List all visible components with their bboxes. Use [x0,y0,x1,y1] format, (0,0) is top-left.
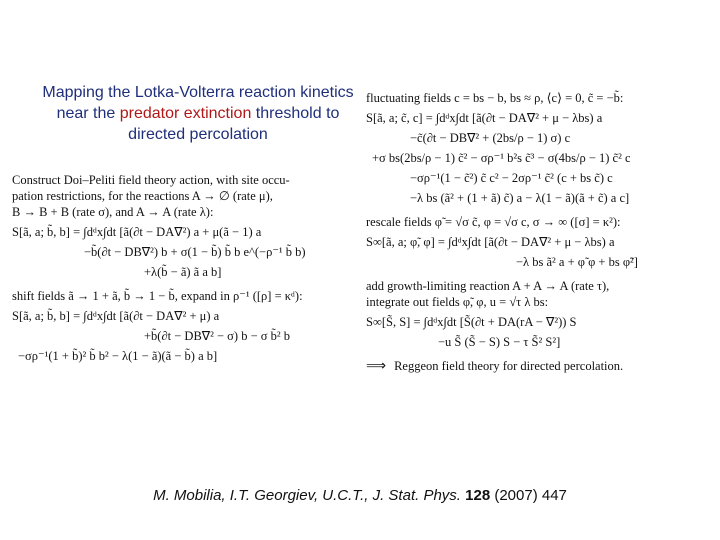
citation-year-pages: (2007) 447 [490,487,567,504]
eq3-line-2: −c̃(∂t − DB∇² + (2bs/ρ − 1) σ) c [410,131,571,145]
eq5-line-2: −u S̃ (S̃ − S) S − τ S̃² S²] [438,335,561,349]
eq2-line-2: +b̃(∂t − DB∇² − σ) b − σ b̃² b [144,329,290,343]
growth-text-1: add growth-limiting reaction A + A → A (rate τ), [366,279,610,293]
action-equation-1 [12,222,352,282]
eq3-line-4: −σρ⁻¹(1 − c̃²) c̃ c² − 2σρ⁻¹ c̃² (c + bs c̃) c [410,171,613,185]
eq3-line-5: −λ bs (ã² + (1 + ã) c̃) a − λ(1 − ã)(ã + c̃) a c] [410,191,630,205]
eq5-line-1: S∞[S̃, S] = ∫dᵈx∫dt [S̃(∂t + DA(rA − ∇²)) S [366,315,577,329]
citation-footer [0,487,720,504]
left-column [12,172,352,372]
eq3-line-1: S[ã, a; c̃, c] = ∫dᵈx∫dt [ã(∂t − DA∇² + μ − λbs) a [366,111,603,125]
intro-line-3: B → B + B (rate σ), and A → A (rate λ): [12,205,214,219]
growth-text-2: integrate out fields φ̃, φ, u = √τ λ bs: [366,295,549,309]
action-equation-2 [12,306,352,366]
citation-authors: M. Mobilia, I.T. Georgiev, U.C.T., J. Stat. Phys. [153,487,466,504]
eq4-line-1: S∞[ã, a; φ̃, φ] = ∫dᵈx∫dt [ã(∂t − DA∇² + μ − λbs) a [366,235,615,249]
action-equation-4 [366,232,716,272]
eq1-line-2: −b̃(∂t − DB∇²) b + σ(1 − b̃) b̃ b e^(−ρ⁻¹ b̃ b) [84,245,306,259]
conclusion-text: Reggeon field theory for directed percolation. [394,359,624,373]
conclusion-line [366,358,716,375]
slide-title [38,82,358,145]
eq4-line-2: −λ bs ã² a + φ̃ φ + bs φ̃²] [516,255,638,269]
action-equation-5 [366,312,716,352]
action-equation-3 [366,108,716,208]
intro-line-1: Construct Doi–Peliti field theory action, with site occu- [12,173,290,187]
eq1-line-3: +λ(b̃ − ã) ã a b] [144,265,222,279]
intro-line-2: pation restrictions, for the reactions A → ∅ (rate μ), [12,189,273,203]
citation-volume: 128 [465,487,491,504]
right-column [366,90,716,375]
implies-arrow: ⟹ [366,359,387,374]
eq3-line-3: +σ bs(2bs/ρ − 1) c̃² − σρ⁻¹ b²s c̃³ − σ(4bs/ρ − 1) c̃² c [372,151,631,165]
title-part-1: Mapping the Lotka-Volterra reaction kinetics near the [42,84,354,122]
eq1-line-1: S[ã, a; b̃, b] = ∫dᵈx∫dt [ã(∂t − DA∇²) a + μ(ã − 1) a [12,225,262,239]
eq2-line-3: −σρ⁻¹(1 + b̃)² b̃ b² − λ(1 − ã)(ã − b̃) a b] [18,349,218,363]
shift-text: shift fields ã → 1 + ã, b̃ → 1 − b̃, expand in ρ⁻¹ ([ρ] = κᵈ): [12,289,303,303]
title-part-2: threshold to directed percolation [128,105,340,143]
fluct-text: fluctuating fields c = bs − b, bs ≈ ρ, ⟨c⟩ = 0, c̃ = −b̃: [366,91,624,105]
rescale-text: rescale fields φ̃ = √σ c̃, φ = √σ c, σ → ∞ ([σ] = κ²): [366,215,621,229]
eq2-line-1: S[ã, a; b̃, b] = ∫dᵈx∫dt [ã(∂t − DA∇² + μ) a [12,309,220,323]
title-highlight: predator extinction [119,105,252,122]
